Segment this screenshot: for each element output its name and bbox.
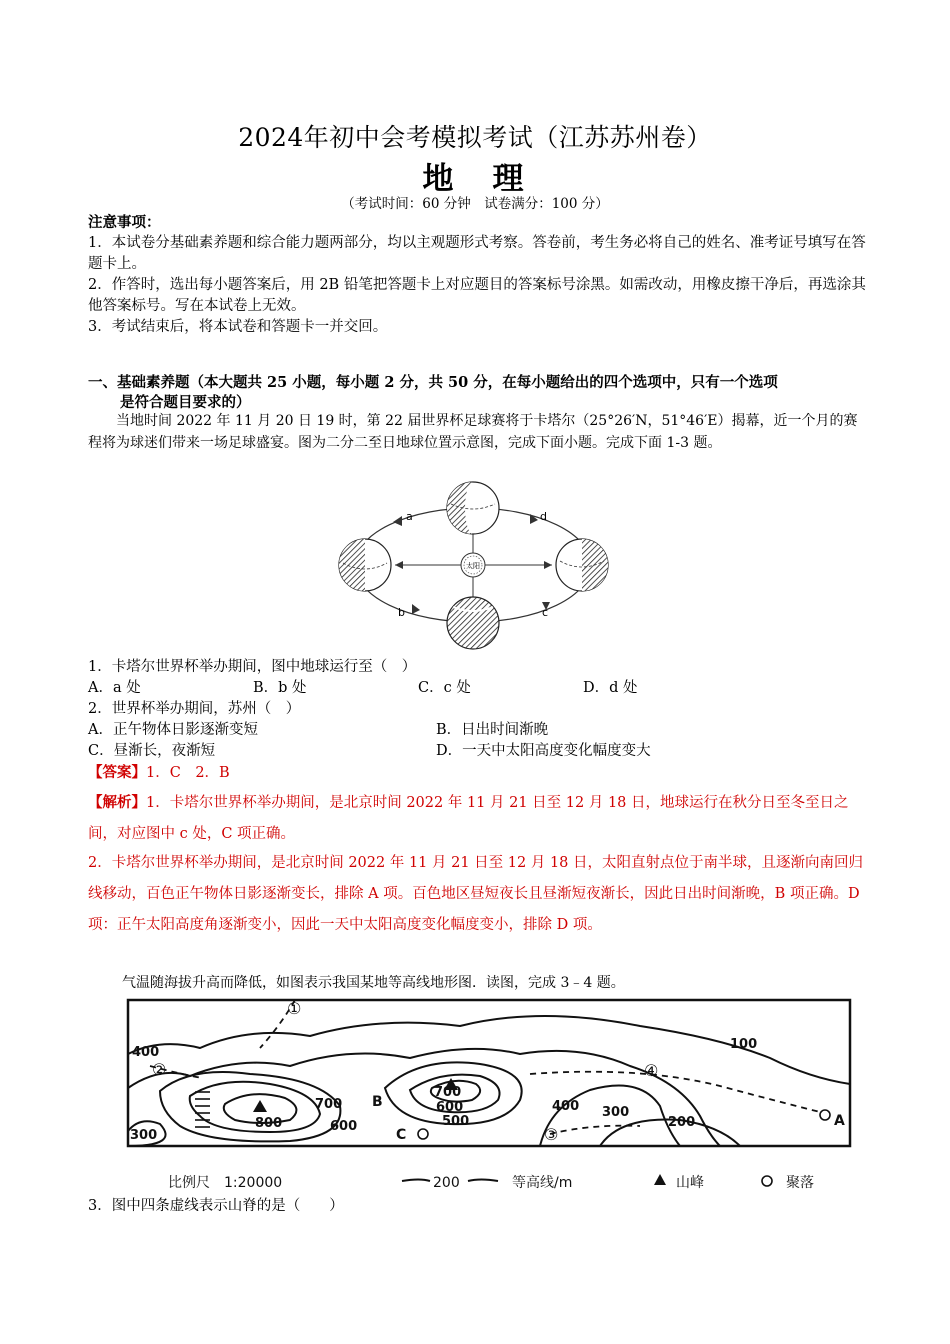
explanation-label: 【解析】 (88, 794, 146, 811)
q2-option-b: B．日出时间渐晚 (436, 722, 549, 738)
legend-scale: 比例尺 1:20000 (168, 1175, 283, 1191)
answer-line (88, 761, 230, 782)
contour-label: 800 (255, 1116, 283, 1131)
arc-label-d: d (540, 510, 547, 523)
contour-label: 400 (132, 1045, 160, 1060)
contour-label: 400 (552, 1099, 580, 1114)
legend-contour-text: 等高线/m (512, 1175, 573, 1191)
notes-item: 3．考试结束后，将本试卷和答题卡一并交回。 (88, 319, 388, 335)
arc-label-b: b (398, 606, 405, 619)
legend-settlement-icon (762, 1176, 772, 1186)
q2-option-d: D．一天中太阳高度变化幅度变大 (436, 743, 651, 759)
q1-option-a: A．a 处 (88, 680, 141, 696)
earth-orbit-figure (320, 470, 630, 655)
earth-bottom (447, 597, 499, 649)
q2-option-c: C．昼渐长，夜渐短 (88, 743, 216, 759)
contour-label: 300 (130, 1128, 158, 1143)
arc-label-a: a (406, 510, 413, 523)
contour-label: 700 (315, 1097, 343, 1112)
notes-item: 2．作答时，选出每小题答案后，用 2B 铅笔把答题卡上对应题目的答案标号涂黑。如需改动，用橡皮擦干净后，再选涂其他答案标号。写在本试卷上无效。 (88, 277, 866, 314)
q1-option-d: D．d 处 (583, 680, 638, 696)
earth-left (339, 539, 391, 591)
contour-map (120, 996, 862, 1194)
legend-settlement-text: 聚落 (786, 1175, 814, 1191)
q2-option-a: A．正午物体日影逐渐变短 (88, 722, 258, 738)
ridge-label-4: ④ (644, 1061, 659, 1080)
orbit-arrow-a (393, 516, 402, 526)
point-label-c: C (396, 1127, 407, 1143)
section-heading-line1: 一、基础素养题（本大题共 25 小题，每小题 2 分，共 50 分，在每小题给出的四个选项中，只有一个选项 (88, 374, 778, 391)
section-heading-line2: 是符合题目要求的） (120, 394, 251, 411)
notes-item: 1．本试卷分基础素养题和综合能力题两部分，均以主观题形式考察。答卷前，考生务必将自己的姓名、准考证号填写在答题卡上。 (88, 235, 866, 272)
settlement-a-icon (820, 1110, 830, 1120)
exam-info: （考试时间：60 分钟 试卷满分：100 分） (341, 196, 609, 212)
ridge-label-3: ③ (544, 1125, 559, 1144)
explanation-paragraph-1 (88, 787, 870, 850)
section-heading (88, 373, 878, 413)
orbit-arrow-b (412, 604, 420, 614)
answer-label: 【答案】 (88, 764, 146, 781)
point-label-b: B (372, 1094, 383, 1110)
subject-title: 地 理 (422, 161, 528, 197)
contour-label: 100 (730, 1037, 758, 1052)
contour-label: 200 (668, 1115, 696, 1130)
intro-q3: 气温随海拔升高而降低，如图表示我国某地等高线地形图．读图，完成 3﹣4 题。 (122, 975, 625, 991)
legend-contour-value: 200 (433, 1175, 460, 1191)
question-2-stem: 2．世界杯举办期间，苏州（ ） (88, 701, 301, 717)
legend-peak-text: 山峰 (676, 1175, 704, 1191)
earth-right (556, 539, 608, 591)
arrow-left (395, 561, 403, 569)
ridge-label-1: ① (287, 999, 302, 1018)
earth-top (447, 482, 499, 534)
sun-label: 太阳 (466, 562, 480, 570)
contour-label: 500 (442, 1114, 470, 1129)
q1-option-c: C．c 处 (418, 680, 471, 696)
explanation-text-1: 1．卡塔尔世界杯举办期间，是北京时间 2022 年 11 月 21 日至 12 月 18 日，地球运行在秋分日至冬至日之间，对应图中 c 处，C 项正确。 (88, 795, 849, 842)
contour-label: 300 (602, 1105, 630, 1120)
arc-label-c: c (542, 606, 549, 619)
question-1-stem: 1．卡塔尔世界杯举办期间，图中地球运行至（ ） (88, 659, 417, 675)
contour-label: 700 (434, 1085, 462, 1100)
notes-block (88, 212, 878, 338)
answer-text: 1．C 2．B (146, 765, 230, 781)
ridge-label-2: ② (152, 1060, 167, 1079)
contour-label: 600 (330, 1119, 358, 1134)
question-2-options (88, 720, 878, 762)
sun (461, 553, 485, 577)
question-3-stem: 3．图中四条虚线表示山脊的是（ ） (88, 1198, 344, 1214)
explanation-paragraph-2: 2．卡塔尔世界杯举办期间，是北京时间 2022 年 11 月 21 日至 12 月 18 日，太阳直射点位于南半球，且逐渐向南回归线移动，百色正午物体日影逐渐变长，排除 A 项。百色地区昼短夜长且昼渐短夜渐长，因此日出时间渐晚，B 项正确。D 项：正午太阳高度角逐渐变小，因此一天中太阳高度变化幅度变小，排除 D 项。 (88, 855, 864, 933)
exam-title: 2024年初中会考模拟考试（江苏苏州卷） (238, 123, 712, 152)
notes-heading: 注意事项： (88, 214, 161, 231)
point-label-a: A (834, 1113, 845, 1129)
intro-paragraph: 当地时间 2022 年 11 月 20 日 19 时，第 22 届世界杯足球赛将于卡塔尔（25°26′N，51°46′E）揭幕，近一个月的赛程将为球迷们带来一场足球盛宴。图为二分二至日地球位置示意图，完成下面小题。完成下面 1-3 题。 (88, 413, 858, 451)
q1-option-b: B．b 处 (253, 680, 307, 696)
contour-label: 600 (436, 1100, 464, 1115)
arrow-right (544, 561, 552, 569)
question-1-options (88, 678, 878, 699)
settlement-c-icon (418, 1129, 428, 1139)
